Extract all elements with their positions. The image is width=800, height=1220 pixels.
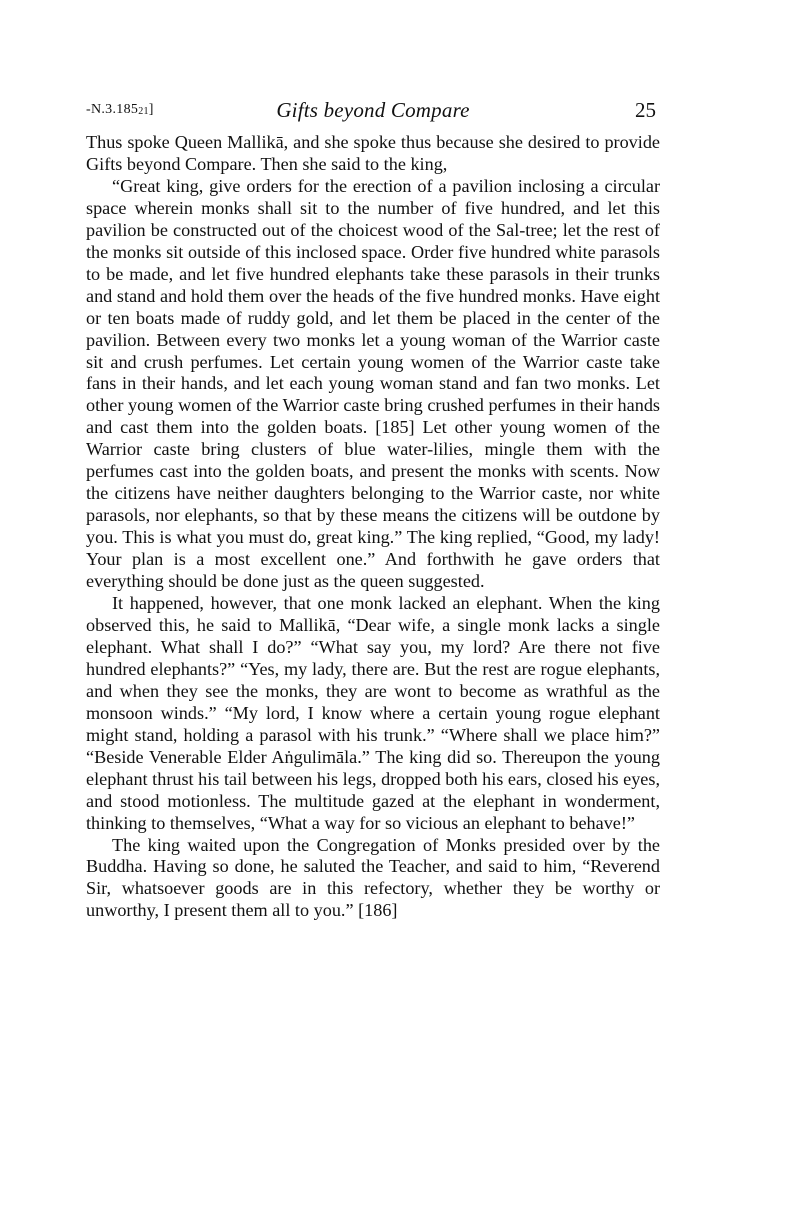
signature-mark-bracket: ] <box>148 102 154 117</box>
paragraph-4: The king waited upon the Congregation of Monks presided over by the Buddha. Having so done, he saluted the Teacher, and said to him, “Reverend Sir, whatsoever goods are in this refectory, whether they be worthy or unworthy, I present them all to you.” [186] <box>86 834 660 921</box>
paragraph-1: Thus spoke Queen Mallikā, and she spoke thus because she desired to provide Gifts beyond Compare. Then she said to the king, <box>86 132 660 174</box>
signature-mark-subscript: 21 <box>138 106 149 117</box>
page-number: 25 <box>635 98 656 122</box>
book-page <box>86 92 660 922</box>
signature-mark-main: -N.3.185 <box>86 102 139 117</box>
running-title: Gifts beyond Compare <box>276 98 470 122</box>
paragraph-3: It happened, however, that one monk lacked an elephant. When the king observed this, he said to Mallikā, “Dear wife, a single monk lacks a single elephant. What shall I do?” “What say you, my lord? Are there not five hundred elephants?” “Yes, my lady, there are. But the rest are rogue elephants, and when they see the monks, they are wont to become as wrathful as the monsoon winds.” “My lord, I know where a certain young rogue elephant might stand, holding a parasol with his trunk.” “Where shall we place him?” “Beside Venerable Elder Aṅgulimāla.” The king did so. Thereupon the young elephant thrust his tail between his legs, dropped both his ears, closed his eyes, and stood motionless. The multitude gazed at the elephant in wonderment, thinking to themselves, “What a way for so vicious an elephant to behave!” <box>86 593 660 833</box>
body-text <box>86 132 660 922</box>
paragraph-2: “Great king, give orders for the erection of a pavilion inclosing a circular space wherein monks shall sit to the number of five hundred, and let this pavilion be constructed out of the choicest wood of the Sal-tree; let the rest of the monks sit outside of this inclosed space. Order five hundred white parasols to be made, and let five hundred elephants take these parasols in their trunks and stand and hold them over the heads of the five hundred monks. Have eight or ten boats made of ruddy gold, and let them be placed in the center of the pavilion. Between every two monks let a young woman of the Warrior caste sit and crush perfumes. Let certain young women of the Warrior caste take fans in their hands, and let each young woman stand and fan two monks. Let other young women of the Warrior caste bring crushed perfumes in their hands and cast them into the golden boats. [185] Let other young women of the Warrior caste bring clusters of blue water-lilies, mingle them with the perfumes cast into the golden boats, and present the monks with scents. Now the citizens have neither daughters belonging to the Warrior caste, nor white parasols, nor elephants, so that by these means the citizens will be outdone by you. This is what you must do, great king.” The king replied, “Good, my lady! Your plan is a most excellent one.” And forthwith he gave orders that everything should be done just as the queen suggested. <box>86 175 660 592</box>
running-head <box>86 92 660 128</box>
